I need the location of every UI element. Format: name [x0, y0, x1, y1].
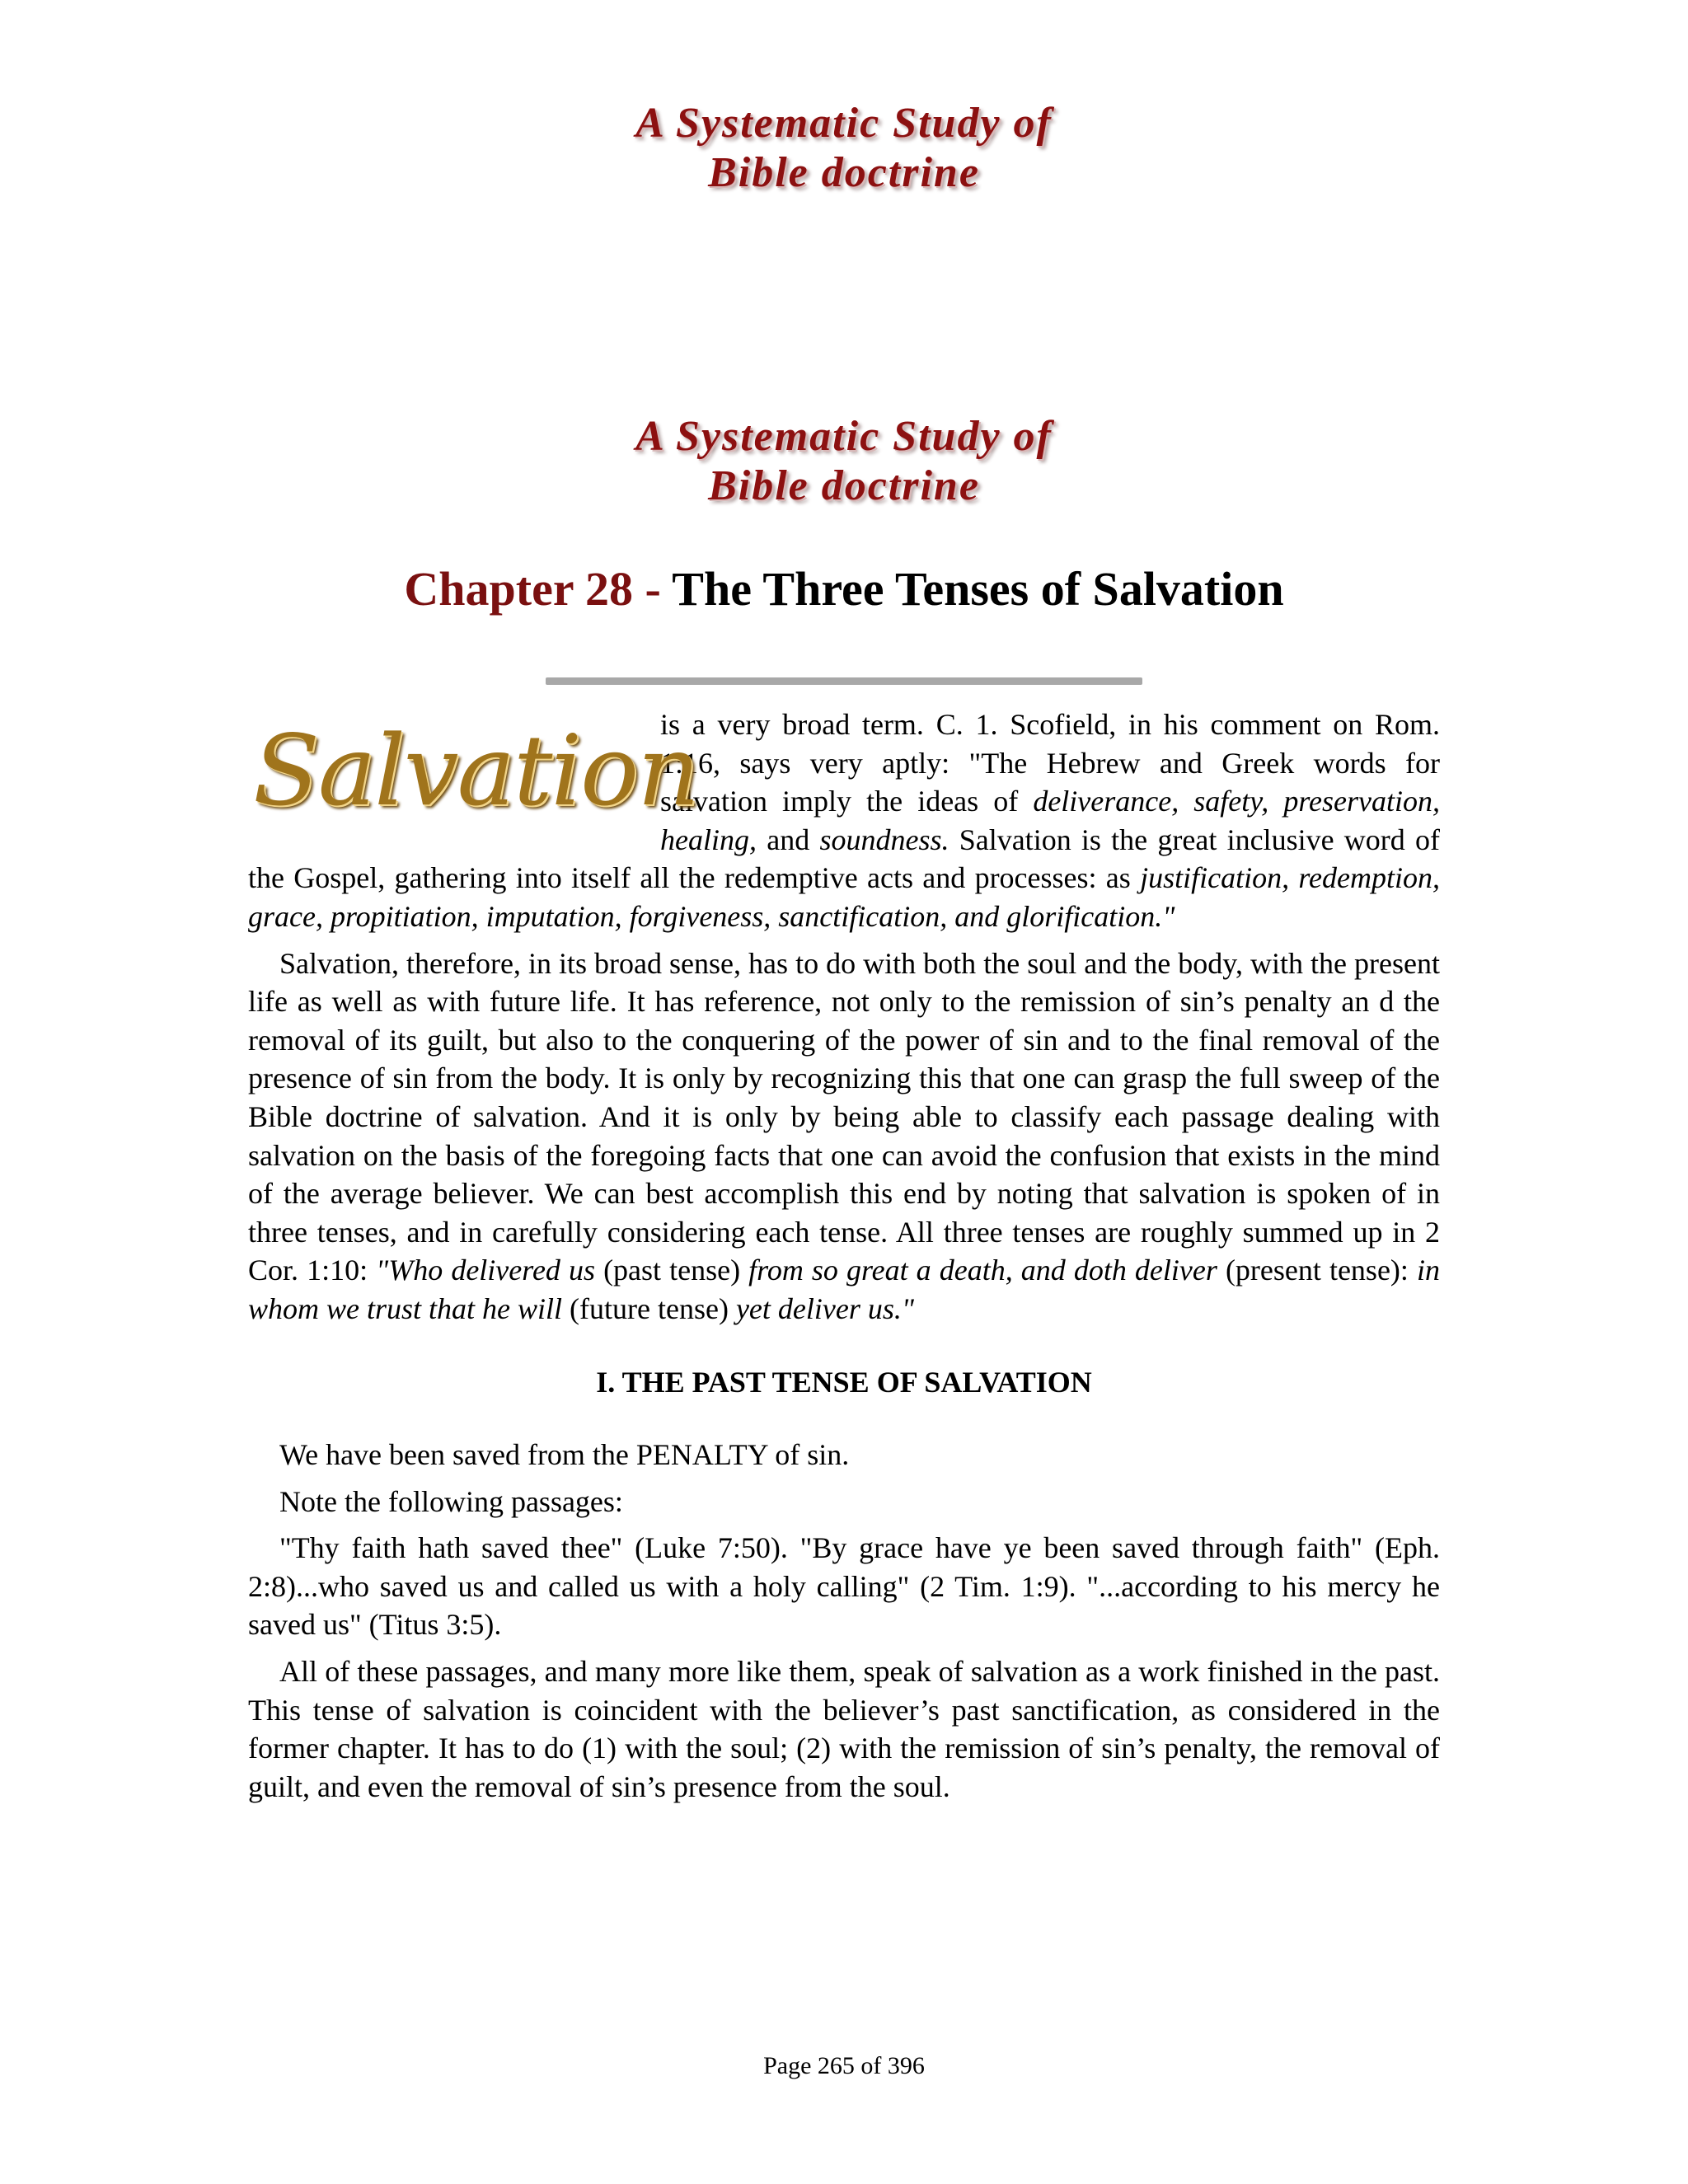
body-text: [248, 705, 1440, 1814]
banner-line-1: A Systematic Study of: [635, 100, 1053, 147]
banner-line-2: Bible doctrine: [708, 462, 980, 509]
banner-line-2: Bible doctrine: [708, 149, 980, 196]
banner-logo-top: [0, 99, 1688, 198]
paragraph: "Thy faith hath saved thee" (Luke 7:50). "By grace have ye been saved through faith" (Eph. 2:8)...who saved us and called us with a holy calling" (2 Tim. 1:9). "...according to his mercy he saved us" (Titus 3:5).: [248, 1531, 1440, 1642]
paragraph: All of these passages, and many more like them, speak of salvation as a work finished in the past. This tense of salvation is coincident with the believer’s past sanctification, as considered in the former chapter. It has to do (1) with the soul; (2) with the remission of sin’s penalty, the removal of guilt, and even the removal of sin’s presence from the soul.: [248, 1655, 1440, 1803]
salvation-drop-word: Salvation: [253, 714, 699, 827]
paragraph: Note the following passages:: [279, 1484, 623, 1518]
intro-paragraph: Salvation is a very broad term. C. 1. Scofield, in his comment on Rom. 1:16, says very aptly: "The Hebrew and Greek words for salvation imply the ideas of deliverance, safety, preservation, healing, and soundness. Salvation is the great inclusive word of the Gospel, gathering into itself all the redemptive acts and processes: as justification, redemption, grace, propitiation, imputation, forgiveness, sanctification, and glorification.": [248, 705, 1440, 936]
banner-line-1: A Systematic Study of: [635, 413, 1053, 460]
chapter-heading: The Three Tenses of Salvation: [672, 562, 1284, 616]
horizontal-divider: [546, 677, 1142, 685]
page-number: Page 265 of 396: [763, 2052, 925, 2079]
paragraph: We have been saved from the PENALTY of sin.: [279, 1438, 850, 1472]
paragraph-broad-sense: Salvation, therefore, in its broad sense, has to do with both the soul and the body, with the present life as well as with future life. It has reference, not only to the remission of sin’s penalty an d the removal of its guilt, but also to the conquering of the power of sin and to the final removal of the presence of sin from the body. It is only by recognizing this that one can grasp the full sweep of the Bible doctrine of salvation. And it is only by being able to classify each passage dealing with salvation on the basis of the foregoing facts that one can avoid the confusion that exists in the mind of the average believer. We can best accomplish this end by noting that salvation is spoken of in three tenses, and in carefully considering each tense. All three tenses are roughly summed up in 2 Cor. 1:10: "Who delivered us (past tense) from so great a death, and doth deliver (present tense): in whom we trust that he will (future tense) yet deliver us.": [248, 946, 1440, 1325]
banner-logo-mid: [0, 412, 1688, 511]
chapter-title: [0, 560, 1688, 618]
chapter-label: Chapter 28 -: [404, 562, 661, 616]
section-heading: I. THE PAST TENSE OF SALVATION: [596, 1365, 1092, 1399]
